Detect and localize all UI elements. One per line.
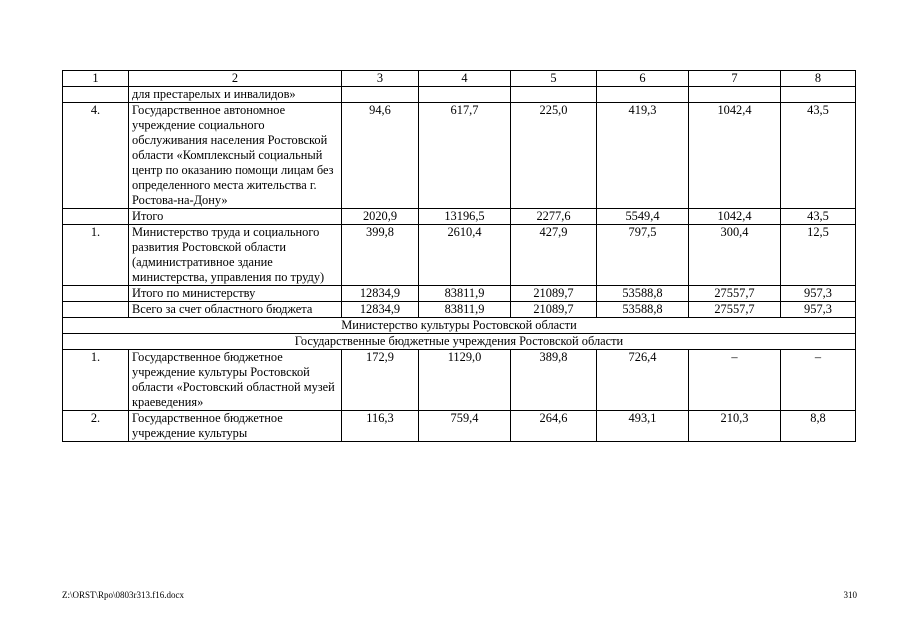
value-cell: 264,6 — [511, 411, 597, 442]
value-cell: 2277,6 — [511, 209, 597, 225]
table-row — [63, 350, 856, 411]
value-cell: 21089,7 — [511, 302, 597, 318]
header-cell: 3 — [342, 71, 419, 87]
table-row — [63, 286, 856, 302]
value-cell: 797,5 — [597, 225, 689, 286]
value-cell: 94,6 — [342, 103, 419, 209]
value-cell — [511, 87, 597, 103]
value-cell: 419,3 — [597, 103, 689, 209]
value-cell: 1042,4 — [689, 209, 781, 225]
value-cell: 957,3 — [781, 302, 856, 318]
value-cell: 12834,9 — [342, 286, 419, 302]
row-number-cell: 2. — [63, 411, 129, 442]
value-cell — [689, 87, 781, 103]
row-number-cell — [63, 302, 129, 318]
value-cell: 5549,4 — [597, 209, 689, 225]
table-row — [63, 209, 856, 225]
value-cell: 1042,4 — [689, 103, 781, 209]
header-cell: 7 — [689, 71, 781, 87]
value-cell: 12834,9 — [342, 302, 419, 318]
row-name-cell: Министерство труда и социального развития Ростовской области (административное здание министерства, управления по труду) — [129, 225, 342, 286]
header-cell: 2 — [129, 71, 342, 87]
value-cell: 172,9 — [342, 350, 419, 411]
section-title: Государственные бюджетные учреждения Ростовской области — [63, 334, 856, 350]
value-cell — [597, 87, 689, 103]
value-cell: 53588,8 — [597, 302, 689, 318]
header-cell: 6 — [597, 71, 689, 87]
row-name-cell: Государственное бюджетное учреждение культуры — [129, 411, 342, 442]
table-row — [63, 103, 856, 209]
section-title: Министерство культуры Ростовской области — [63, 318, 856, 334]
value-cell: 957,3 — [781, 286, 856, 302]
value-cell — [419, 87, 511, 103]
header-cell: 1 — [63, 71, 129, 87]
value-cell: 225,0 — [511, 103, 597, 209]
value-cell: 210,3 — [689, 411, 781, 442]
header-cell: 5 — [511, 71, 597, 87]
table-row — [63, 302, 856, 318]
row-number-cell: 4. — [63, 103, 129, 209]
row-name-cell: Итого по министерству — [129, 286, 342, 302]
header-cell: 4 — [419, 71, 511, 87]
table-row — [63, 225, 856, 286]
row-number-cell — [63, 87, 129, 103]
row-name-cell: Итого — [129, 209, 342, 225]
value-cell: 726,4 — [597, 350, 689, 411]
row-number-cell: 1. — [63, 350, 129, 411]
value-cell: 27557,7 — [689, 302, 781, 318]
row-number-cell: 1. — [63, 225, 129, 286]
value-cell: 43,5 — [781, 103, 856, 209]
value-cell: 83811,9 — [419, 302, 511, 318]
value-cell: 12,5 — [781, 225, 856, 286]
value-cell — [781, 87, 856, 103]
header-cell: 8 — [781, 71, 856, 87]
row-name-cell: Государственное автономное учреждение социального обслуживания населения Ростовской области «Комплексный социальный центр по оказанию помощи лицам без определенного места жительства г. Ростова-на-Дону» — [129, 103, 342, 209]
value-cell: 21089,7 — [511, 286, 597, 302]
row-name-cell: Государственное бюджетное учреждение культуры Ростовской области «Ростовский областной музей краеведения» — [129, 350, 342, 411]
table-row — [63, 411, 856, 442]
value-cell: 43,5 — [781, 209, 856, 225]
section-row — [63, 334, 856, 350]
value-cell: 27557,7 — [689, 286, 781, 302]
value-cell: 759,4 — [419, 411, 511, 442]
data-table — [62, 70, 856, 442]
table-row — [63, 87, 856, 103]
value-cell: 427,9 — [511, 225, 597, 286]
value-cell: 617,7 — [419, 103, 511, 209]
row-number-cell — [63, 209, 129, 225]
value-cell: 2020,9 — [342, 209, 419, 225]
value-cell: 300,4 — [689, 225, 781, 286]
value-cell: 389,8 — [511, 350, 597, 411]
value-cell: 83811,9 — [419, 286, 511, 302]
value-cell: 1129,0 — [419, 350, 511, 411]
value-cell: 2610,4 — [419, 225, 511, 286]
row-number-cell — [63, 286, 129, 302]
value-cell: 53588,8 — [597, 286, 689, 302]
row-name-cell: Всего за счет областного бюджета — [129, 302, 342, 318]
value-cell: 116,3 — [342, 411, 419, 442]
value-cell: 493,1 — [597, 411, 689, 442]
header-row — [63, 71, 856, 87]
value-cell: – — [781, 350, 856, 411]
value-cell — [342, 87, 419, 103]
footer-page-number: 310 — [843, 590, 857, 600]
section-row — [63, 318, 856, 334]
value-cell: 13196,5 — [419, 209, 511, 225]
value-cell: 399,8 — [342, 225, 419, 286]
footer-file-path: Z:\ORST\Rpo\0803r313.f16.docx — [62, 590, 184, 600]
value-cell: – — [689, 350, 781, 411]
value-cell: 8,8 — [781, 411, 856, 442]
row-name-cell: для престарелых и инвалидов» — [129, 87, 342, 103]
